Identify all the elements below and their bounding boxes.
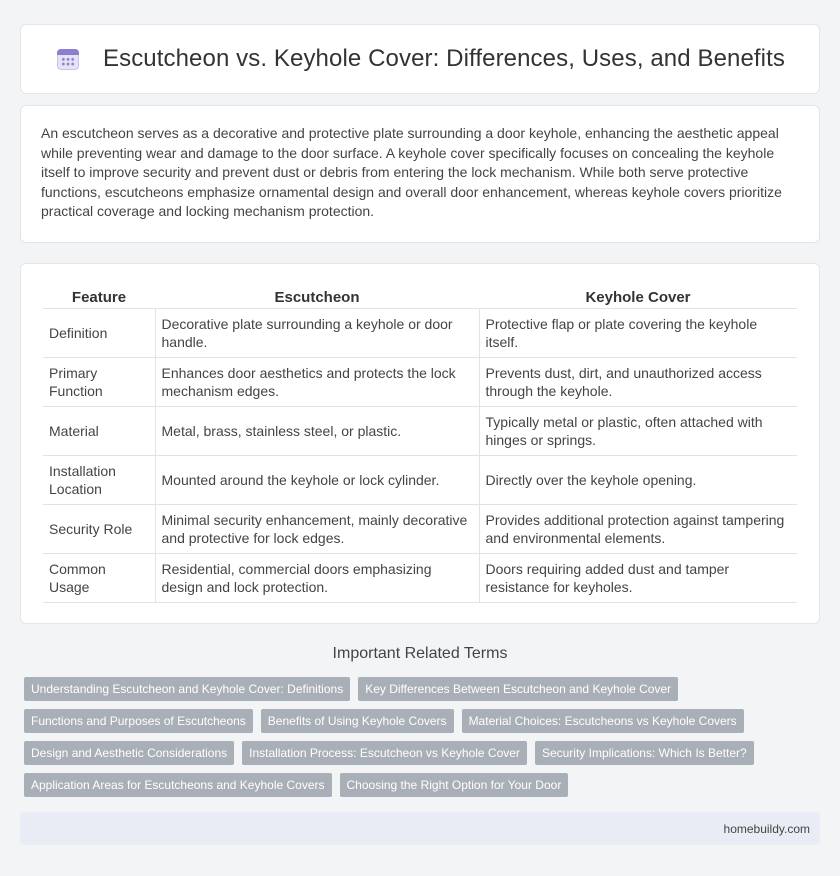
comparison-table bbox=[43, 284, 797, 603]
table-cell-escutcheon: Mounted around the keyhole or lock cylinder. bbox=[155, 455, 479, 504]
tag-row bbox=[24, 709, 824, 733]
tag-row bbox=[24, 741, 824, 765]
table-cell-escutcheon: Enhances door aesthetics and protects the lock mechanism edges. bbox=[155, 357, 479, 406]
table-cell-feature: Primary Function bbox=[43, 357, 155, 406]
table-cell-keyhole-cover: Typically metal or plastic, often attached with hinges or springs. bbox=[479, 406, 797, 455]
related-term-tag[interactable]: Benefits of Using Keyhole Covers bbox=[261, 709, 454, 733]
related-term-tag[interactable]: Design and Aesthetic Considerations bbox=[24, 741, 234, 765]
related-term-tag[interactable]: Installation Process: Escutcheon vs Keyhole Cover bbox=[242, 741, 527, 765]
table-row bbox=[43, 553, 797, 602]
column-header-feature: Feature bbox=[43, 284, 155, 308]
calendar-icon bbox=[55, 46, 81, 72]
footer-bar bbox=[20, 812, 820, 845]
related-terms-list bbox=[24, 677, 824, 805]
column-header-escutcheon: Escutcheon bbox=[155, 284, 479, 308]
table-cell-feature: Common Usage bbox=[43, 553, 155, 602]
related-term-tag[interactable]: Material Choices: Escutcheons vs Keyhole Covers bbox=[462, 709, 744, 733]
table-cell-keyhole-cover: Protective flap or plate covering the keyhole itself. bbox=[479, 308, 797, 357]
table-cell-keyhole-cover: Doors requiring added dust and tamper resistance for keyholes. bbox=[479, 553, 797, 602]
table-row bbox=[43, 357, 797, 406]
column-header-keyhole-cover: Keyhole Cover bbox=[479, 284, 797, 308]
intro-card bbox=[20, 105, 820, 243]
table-row bbox=[43, 308, 797, 357]
table-row bbox=[43, 455, 797, 504]
table-cell-keyhole-cover: Directly over the keyhole opening. bbox=[479, 455, 797, 504]
table-cell-escutcheon: Metal, brass, stainless steel, or plastic. bbox=[155, 406, 479, 455]
table-cell-escutcheon: Residential, commercial doors emphasizing design and lock protection. bbox=[155, 553, 479, 602]
related-term-tag[interactable]: Understanding Escutcheon and Keyhole Cover: Definitions bbox=[24, 677, 350, 701]
table-row bbox=[43, 406, 797, 455]
related-terms-title: Important Related Terms bbox=[332, 645, 508, 662]
header-card bbox=[20, 24, 820, 94]
tag-row bbox=[24, 773, 824, 797]
table-cell-escutcheon: Decorative plate surrounding a keyhole or door handle. bbox=[155, 308, 479, 357]
table-cell-keyhole-cover: Prevents dust, dirt, and unauthorized access through the keyhole. bbox=[479, 357, 797, 406]
page-title: Escutcheon vs. Keyhole Cover: Differences, Uses, and Benefits bbox=[102, 45, 785, 72]
related-term-tag[interactable]: Key Differences Between Escutcheon and Keyhole Cover bbox=[358, 677, 678, 701]
table-row bbox=[43, 504, 797, 553]
comparison-table-card bbox=[20, 263, 820, 624]
table-cell-feature: Installation Location bbox=[43, 455, 155, 504]
footer-site-link[interactable]: homebuildy.com bbox=[723, 822, 810, 836]
table-cell-feature: Material bbox=[43, 406, 155, 455]
related-term-tag[interactable]: Functions and Purposes of Escutcheons bbox=[24, 709, 253, 733]
table-cell-keyhole-cover: Provides additional protection against tampering and environmental elements. bbox=[479, 504, 797, 553]
intro-paragraph: An escutcheon serves as a decorative and protective plate surrounding a door keyhole, enhancing the aesthetic appeal while preventing wear and damage to the door surface. A keyhole cover specifically focuses on concealing the keyhole itself to improve security and prevent dust or debris from entering the lock mechanism. While both serve protective functions, escutcheons emphasize ornamental design and overall door enhancement, whereas keyhole covers prioritize practical coverage and locking mechanism protection. bbox=[41, 125, 782, 219]
table-cell-feature: Definition bbox=[43, 308, 155, 357]
related-term-tag[interactable]: Application Areas for Escutcheons and Keyhole Covers bbox=[24, 773, 332, 797]
table-cell-escutcheon: Minimal security enhancement, mainly decorative and protective for lock edges. bbox=[155, 504, 479, 553]
table-cell-feature: Security Role bbox=[43, 504, 155, 553]
related-term-tag[interactable]: Choosing the Right Option for Your Door bbox=[340, 773, 569, 797]
related-term-tag[interactable]: Security Implications: Which Is Better? bbox=[535, 741, 754, 765]
table-header-row bbox=[43, 284, 797, 308]
tag-row bbox=[24, 677, 824, 701]
